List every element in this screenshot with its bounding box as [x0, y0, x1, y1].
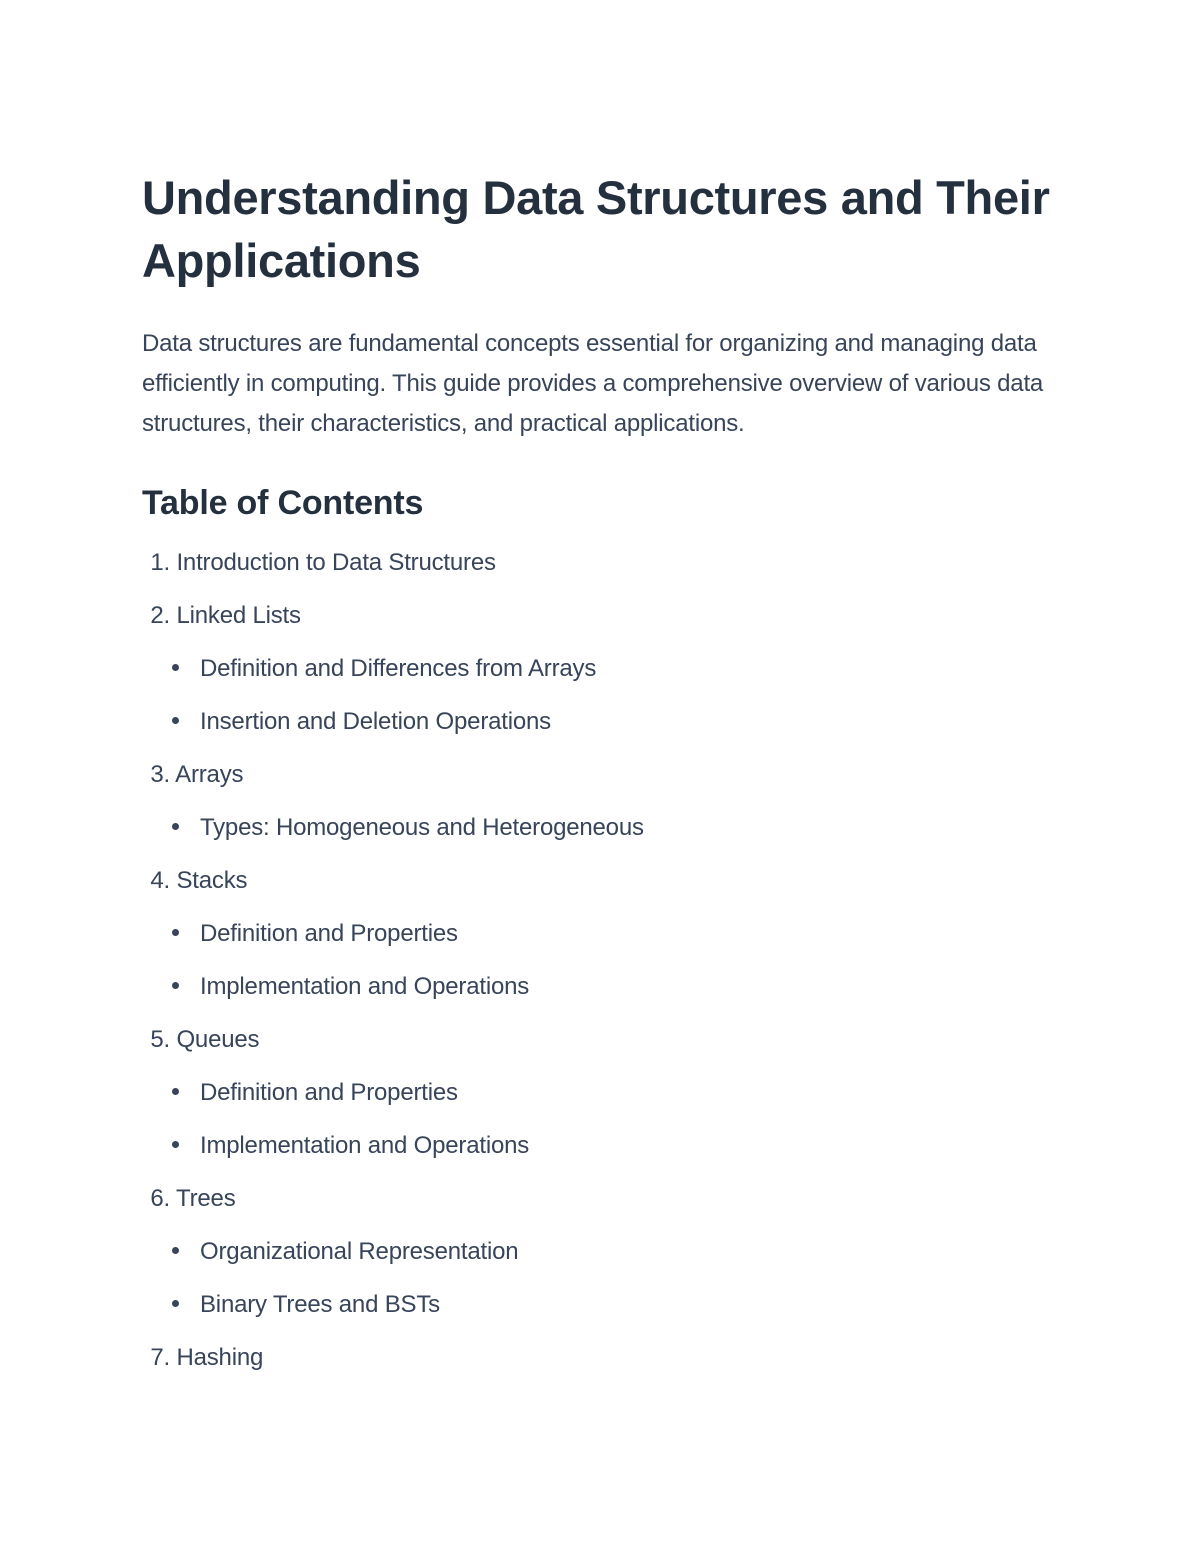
toc-item-introduction	[142, 546, 1062, 579]
toc-sub-item-label: Definition and Properties	[200, 920, 458, 947]
toc-item-hashing	[142, 1341, 1062, 1374]
bullet-icon	[172, 823, 179, 830]
toc-item-label: Hashing	[176, 1344, 264, 1371]
bullet-icon	[172, 1141, 179, 1148]
toc-sub-item	[142, 1288, 1062, 1321]
toc-item-number: 2.	[150, 602, 170, 629]
bullet-icon	[172, 1247, 179, 1254]
toc-sub-item-label: Types: Homogeneous and Heterogeneous	[200, 814, 644, 841]
document-title: Understanding Data Structures and Their Applications	[142, 171, 1050, 287]
bullet-icon	[172, 1300, 179, 1307]
toc-sub-item	[142, 705, 1062, 738]
toc-item-label: Arrays	[175, 761, 244, 788]
toc-item-label: Trees	[176, 1185, 236, 1212]
toc-item-linked-lists	[142, 599, 1062, 632]
toc-sub-item	[142, 811, 1062, 844]
toc-sub-item	[142, 652, 1062, 685]
toc-item-number: 6.	[150, 1185, 170, 1212]
toc-item-number: 4.	[150, 867, 170, 894]
bullet-icon	[172, 929, 179, 936]
toc-sub-item	[142, 1076, 1062, 1109]
toc-item-number: 1.	[150, 549, 170, 576]
toc-sub-item	[142, 1235, 1062, 1268]
toc-sub-item-label: Organizational Representation	[200, 1238, 519, 1265]
toc-item-number: 7.	[150, 1344, 170, 1371]
toc-item-trees	[142, 1182, 1062, 1215]
bullet-icon	[172, 717, 179, 724]
toc-sub-item	[142, 1129, 1062, 1162]
toc-item-label: Queues	[176, 1026, 260, 1053]
toc-sub-item-label: Insertion and Deletion Operations	[200, 708, 551, 735]
bullet-icon	[172, 1088, 179, 1095]
toc-item-number: 5.	[150, 1026, 170, 1053]
toc-item-label: Linked Lists	[176, 602, 301, 629]
toc-item-label: Introduction to Data Structures	[176, 549, 496, 576]
document-page	[142, 166, 1062, 1394]
toc-heading: Table of Contents	[142, 484, 424, 522]
toc-item-stacks	[142, 864, 1062, 897]
toc-sub-item	[142, 970, 1062, 1003]
toc-item-queues	[142, 1023, 1062, 1056]
toc-sub-item-label: Implementation and Operations	[200, 1132, 530, 1159]
intro-paragraph: Data structures are fundamental concepts essential for organizing and managing data efficiently in computing. This guide provides a comprehensive overview of various data structures, their characteristics, and practical applications.	[142, 330, 1044, 437]
table-of-contents	[142, 546, 1062, 1374]
toc-sub-item-label: Binary Trees and BSTs	[200, 1291, 440, 1318]
toc-item-arrays	[142, 758, 1062, 791]
toc-item-label: Stacks	[176, 867, 248, 894]
toc-sub-item-label: Definition and Differences from Arrays	[200, 655, 597, 682]
toc-item-number: 3.	[150, 761, 170, 788]
toc-sub-item-label: Definition and Properties	[200, 1079, 458, 1106]
toc-sub-item-label: Implementation and Operations	[200, 973, 530, 1000]
toc-sub-item	[142, 917, 1062, 950]
bullet-icon	[172, 664, 179, 671]
bullet-icon	[172, 982, 179, 989]
